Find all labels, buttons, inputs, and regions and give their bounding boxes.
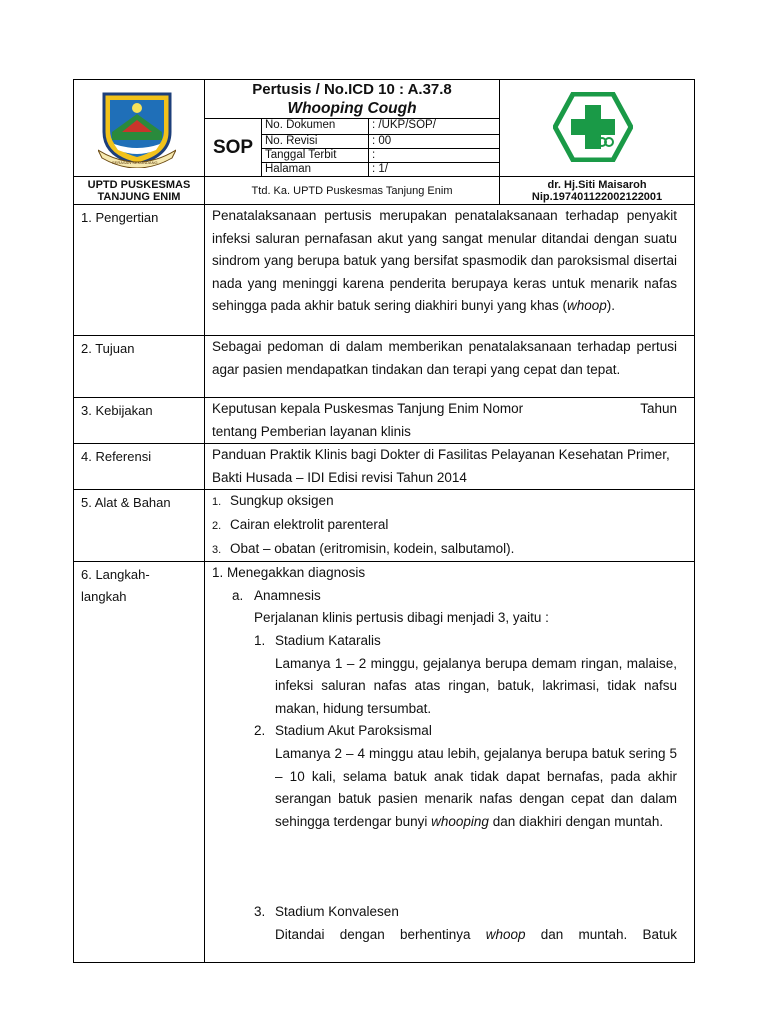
list-num: 1.	[212, 496, 222, 509]
langkah-label-2: langkah	[81, 589, 127, 605]
stage-2-num: 2.	[254, 723, 266, 739]
stage-1	[212, 630, 677, 653]
section-label-langkah	[74, 562, 205, 963]
step-a-title: Anamnesis	[254, 587, 321, 603]
meta-value-revisi: : 00	[369, 135, 500, 149]
section-content-pengertian	[205, 205, 695, 336]
section-label-tujuan: 2. Tujuan	[74, 336, 205, 398]
meta-label-revisi: No. Revisi	[262, 135, 369, 149]
meta-value-tanggal: :	[369, 149, 500, 163]
stage-2	[212, 720, 677, 743]
stage-2-emphasis: whooping	[431, 813, 489, 829]
doctor-nip: Nip.197401122002122001	[531, 190, 663, 203]
stage-2-text	[212, 743, 677, 833]
pengertian-emphasis: whoop	[566, 298, 607, 314]
stage-2-text-b: dan diakhiri dengan muntah.	[492, 813, 664, 829]
document-title	[205, 80, 500, 119]
stage-1-num: 1.	[254, 632, 266, 648]
meta-label-tanggal: Tanggal Terbit	[262, 149, 369, 163]
stage-2-text-a: Lamanya 2 – 4 minggu atau lebih, gejalanya berupa batuk sering 5 – 10 kali, selama batuk anak tidak dapat bernafas, pada akhir serangan batuk pasien menarik nafas dengan cepat dan dalam sehingga terdengar bunyi	[275, 745, 677, 829]
section-content-kebijakan	[205, 398, 695, 444]
list-item	[212, 490, 677, 514]
regency-emblem-icon	[98, 88, 176, 168]
doctor-info	[500, 177, 695, 205]
stage-1-text: Lamanya 1 – 2 minggu, gejalanya berupa demam ringan, malaise, infeksi saluran nafas atas ringan, batuk, lakrimasi, tidak nafsu makan, hidung tersumbat.	[275, 655, 677, 716]
signature-text: Ttd. Ka. UPTD Puskesmas Tanjung Enim	[205, 177, 500, 205]
list-num: 2.	[212, 519, 222, 532]
sop-body-table	[73, 204, 695, 963]
list-num: 3.	[212, 543, 222, 556]
section-label-kebijakan: 3. Kebijakan	[74, 398, 205, 444]
section-content-alat	[205, 490, 695, 562]
title-line-1: Pertusis / No.ICD 10 : A.37.8	[252, 81, 452, 98]
section-label-referensi: 4. Referensi	[74, 444, 205, 490]
stage-3-text-b: dan muntah. Batuk	[540, 926, 677, 942]
list-text: Sungkup oksigen	[230, 493, 334, 509]
kebijakan-text: Keputusan kepala Puskesmas Tanjung Enim Nomor	[212, 401, 524, 416]
organization-name	[74, 177, 205, 205]
meta-label-dokumen: No. Dokumen	[262, 119, 369, 135]
stage-3-text	[212, 924, 677, 947]
doctor-name: dr. Hj.Siti Maisaroh	[547, 178, 647, 191]
regency-emblem-cell	[74, 80, 205, 177]
section-content-tujuan: Sebagai pedoman di dalam memberikan penatalaksanaan terhadap pertusi agar pasien mendapatkan tindakan dan terapi yang cepat dan tepat.	[205, 336, 695, 398]
kebijakan-text-2: tentang Pemberian layanan klinis	[212, 423, 411, 439]
step-a-num: a.	[232, 587, 244, 603]
stage-3-text-a: Ditandai dengan berhentinya	[275, 926, 471, 942]
stage-1-title: Stadium Kataralis	[275, 632, 381, 648]
stage-2-title: Stadium Akut Paroksismal	[275, 723, 432, 739]
section-label-pengertian: 1. Pengertian	[74, 205, 205, 336]
meta-label-halaman: Halaman	[262, 163, 369, 177]
section-label-alat: 5. Alat & Bahan	[74, 490, 205, 562]
puskesmas-logo-cell	[500, 80, 695, 177]
step-a	[212, 585, 677, 608]
stage-3-emphasis: whoop	[485, 926, 526, 942]
sop-header-table	[73, 79, 695, 205]
puskesmas-logo-icon	[553, 92, 633, 162]
org-line-2: TANJUNG ENIM	[97, 190, 181, 203]
sop-label: SOP	[205, 119, 262, 177]
list-item	[212, 538, 677, 562]
pengertian-text: Penatalaksanaan pertusis merupakan penatalaksanaan terhadap penyakit infeksi saluran pernafasan akut yang sangat menular ditandai dengan suatu sindrom yang berupa batuk yang bersifat spasmodik dan paroksismal disertai nada yang meninggi karena penderita berupaya keras untuk menarik nafas sehingga pada akhir batuk sering diakhiri bunyi yang khas (	[212, 208, 677, 314]
stage-3-num: 3.	[254, 904, 266, 920]
section-content-langkah	[205, 562, 695, 963]
step-1-heading: 1. Menegakkan diagnosis	[212, 565, 366, 581]
list-text: Obat – obatan (eritromisin, kodein, salbutamol).	[230, 540, 515, 556]
sop-document	[73, 79, 694, 963]
org-line-1: UPTD PUSKESMAS	[87, 178, 191, 191]
title-line-2: Whooping Cough	[287, 100, 417, 117]
list-text: Cairan elektrolit parenteral	[230, 516, 389, 532]
stage-3	[212, 901, 677, 924]
emblem-ribbon-text: SERASAN SEKUNDANG	[112, 160, 158, 165]
intro-text: Perjalanan klinis pertusis dibagi menjadi 3, yaitu :	[254, 610, 549, 626]
kebijakan-tahun: Tahun	[640, 401, 677, 416]
meta-value-halaman: : 1/	[369, 163, 500, 177]
meta-value-dokumen: : /UKP/SOP/	[369, 119, 500, 135]
stage-3-title: Stadium Konvalesen	[275, 904, 399, 920]
pengertian-text-end: ).	[606, 298, 616, 314]
section-content-referensi: Panduan Praktik Klinis bagi Dokter di Fasilitas Pelayanan Kesehatan Primer, Bakti Husada – IDI Edisi revisi Tahun 2014	[205, 444, 695, 490]
list-item	[212, 514, 677, 538]
langkah-label-1: 6. Langkah-	[81, 567, 150, 583]
